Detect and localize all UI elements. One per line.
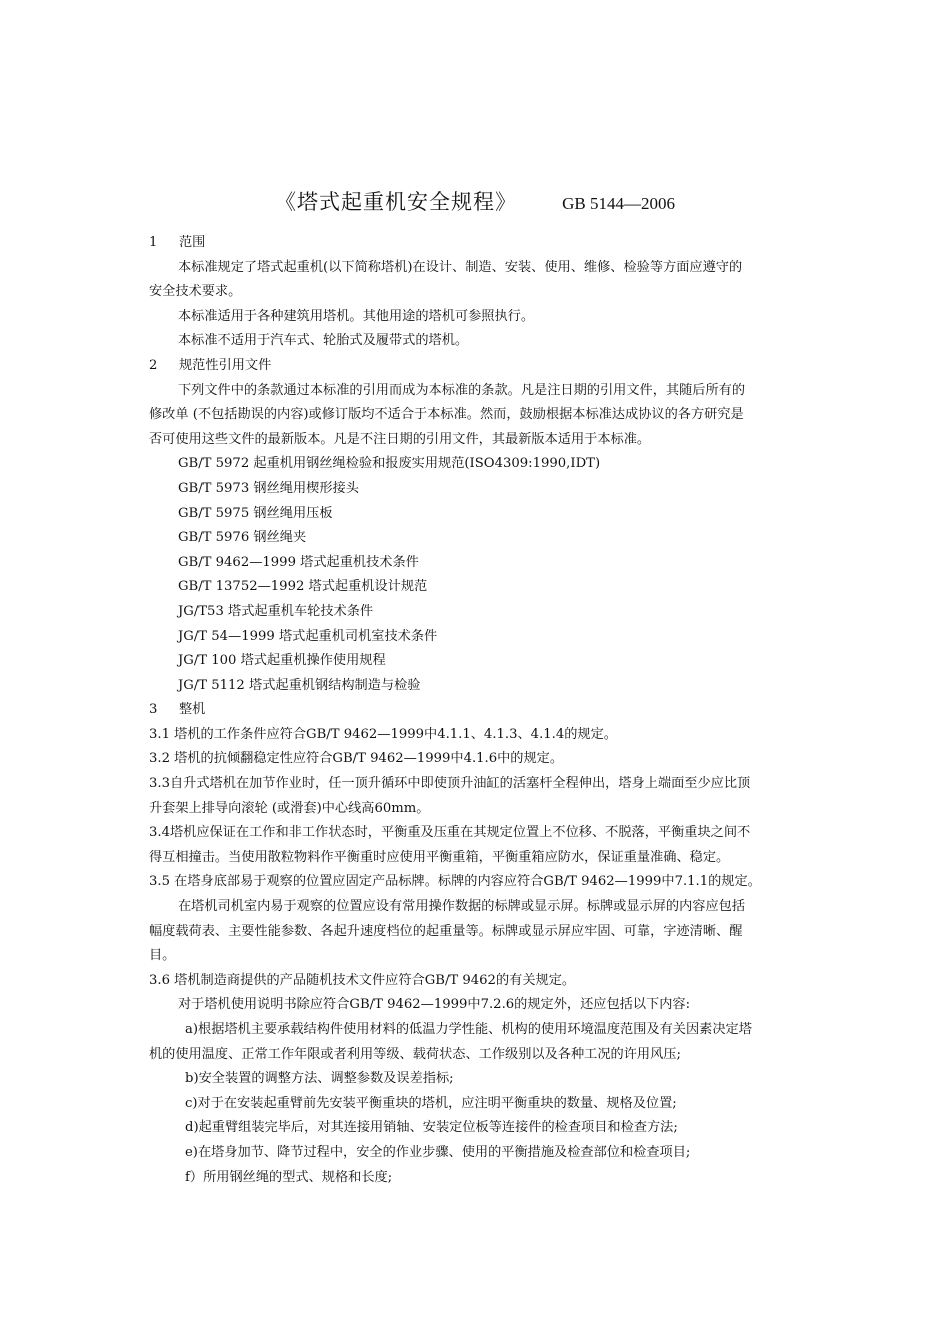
text-line: c)对于在安装起重臂前先安装平衡重块的塔机，应注明平衡重块的数量、规格及位置; xyxy=(185,1095,677,1111)
reference-line: GB/T 9462—1999 塔式起重机技术条件 xyxy=(178,554,419,570)
text-line: 在塔机司机室内易于观察的位置应设有常用操作数据的标牌或显示屏。标牌或显示屏的内容应包括 xyxy=(178,899,746,915)
text-line: 修改单 (不包括勘误的内容)或修订版均不适合于本标准。然而，鼓励根据本标准达成协议的各方研究是 xyxy=(149,407,744,423)
section-heading xyxy=(149,698,805,723)
text-line: f）所用钢丝绳的型式、规格和长度; xyxy=(185,1169,393,1185)
text-line: 对于塔机使用说明书除应符合GB/T 9462—1999中7.2.6的规定外，还应包括以下内容: xyxy=(178,997,691,1013)
text-line: 幅度载荷表、主要性能参数、各起升速度档位的起重量等。标牌或显示屏应牢固、可靠，字迹清晰、醒 xyxy=(149,923,743,939)
text-line: 3.2 塔机的抗倾翻稳定性应符合GB/T 9462—1999中4.1.6中的规定。 xyxy=(149,751,564,767)
title-text: 《塔式起重机安全规程》 xyxy=(275,190,518,214)
text-line: 否可使用这些文件的最新版本。凡是不注日期的引用文件，其最新版本适用于本标准。 xyxy=(149,431,651,447)
text-line: 3.3自升式塔机在加节作业时，任一顶升循环中即使顶升油缸的活塞杆全程伸出，塔身上端面至少应比顶 xyxy=(149,776,751,792)
reference-line: JG/T 5112 塔式起重机钢结构制造与检验 xyxy=(178,677,421,693)
reference-line: GB/T 5975 钢丝绳用压板 xyxy=(178,505,333,521)
section-heading xyxy=(149,354,805,379)
text-line: 3.4塔机应保证在工作和非工作状态时，平衡重及压重在其规定位置上不位移、不脱落，平衡重块之间不 xyxy=(149,825,751,841)
reference-line: JG/T 100 塔式起重机操作使用规程 xyxy=(178,653,386,669)
reference-line: GB/T 5973 钢丝绳用楔形接头 xyxy=(178,480,359,496)
text-line: 本标准适用于各种建筑用塔机。其他用途的塔机可参照执行。 xyxy=(178,308,535,324)
text-line: 3.5 在塔身底部易于观察的位置应固定产品标牌。标牌的内容应符合GB/T 9462—1999中7.1.1的规定。 xyxy=(149,874,761,890)
document-body xyxy=(149,231,805,1190)
text-line: 目。 xyxy=(149,948,176,964)
reference-line: GB/T 5972 起重机用钢丝绳检验和报废实用规范(ISO4309:1990,IDT) xyxy=(178,456,601,472)
text-line: 本标准不适用于汽车式、轮胎式及履带式的塔机。 xyxy=(178,333,469,349)
text-line: e)在塔身加节、降节过程中，安全的作业步骤、使用的平衡措施及检查部位和检查项目; xyxy=(185,1144,691,1160)
section-number: 2 xyxy=(149,357,158,373)
text-line: b)安全装置的调整方法、调整参数及误差指标; xyxy=(185,1071,454,1087)
text-line: 3.6 塔机制造商提供的产品随机技术文件应符合GB/T 9462的有关规定。 xyxy=(149,972,576,988)
reference-line: JG/T 54—1999 塔式起重机司机室技术条件 xyxy=(178,628,438,644)
text-line: 下列文件中的条款通过本标准的引用而成为本标准的条款。凡是注日期的引用文件，其随后所有的 xyxy=(178,382,746,398)
text-line: a)根据塔机主要承载结构件使用材料的低温力学性能、机构的使用环境温度范围及有关因素决定塔 xyxy=(185,1022,752,1037)
text-line: 3.1 塔机的工作条件应符合GB/T 9462—1999中4.1.1、4.1.3、4.1.4的规定。 xyxy=(149,726,617,742)
text-line: d)起重臂组装完毕后，对其连接用销轴、安装定位板等连接件的检查项目和检查方法; xyxy=(185,1120,678,1136)
text-line: 机的使用温度、正常工作年限或者利用等级、载荷状态、工作级别以及各种工况的许用风压; xyxy=(149,1046,681,1062)
reference-line: JG/T53 塔式起重机车轮技术条件 xyxy=(178,603,374,619)
section-heading xyxy=(149,231,805,256)
section-title: 整机 xyxy=(179,702,206,718)
section-title: 规范性引用文件 xyxy=(179,357,272,373)
section-number: 1 xyxy=(149,235,158,250)
section-title: 范围 xyxy=(179,235,206,250)
text-line: 得互相撞击。当使用散粒物料作平衡重时应使用平衡重箱，平衡重箱应防水，保证重量准确、稳定。 xyxy=(149,849,730,865)
reference-line: GB/T 13752—1992 塔式起重机设计规范 xyxy=(178,579,428,595)
standard-code: GB 5144—2006 xyxy=(562,194,675,213)
text-line: 本标准规定了塔式起重机(以下简称塔机)在设计、制造、安装、使用、维修、检验等方面应遵守的 xyxy=(178,259,743,275)
document-title xyxy=(0,186,950,216)
reference-line: GB/T 5976 钢丝绳夹 xyxy=(178,530,307,546)
text-line: 升套架上排导向滚轮 (或滑套)中心线高60mm。 xyxy=(149,800,430,816)
text-line: 安全技术要求。 xyxy=(149,284,242,300)
section-number: 3 xyxy=(149,702,158,718)
